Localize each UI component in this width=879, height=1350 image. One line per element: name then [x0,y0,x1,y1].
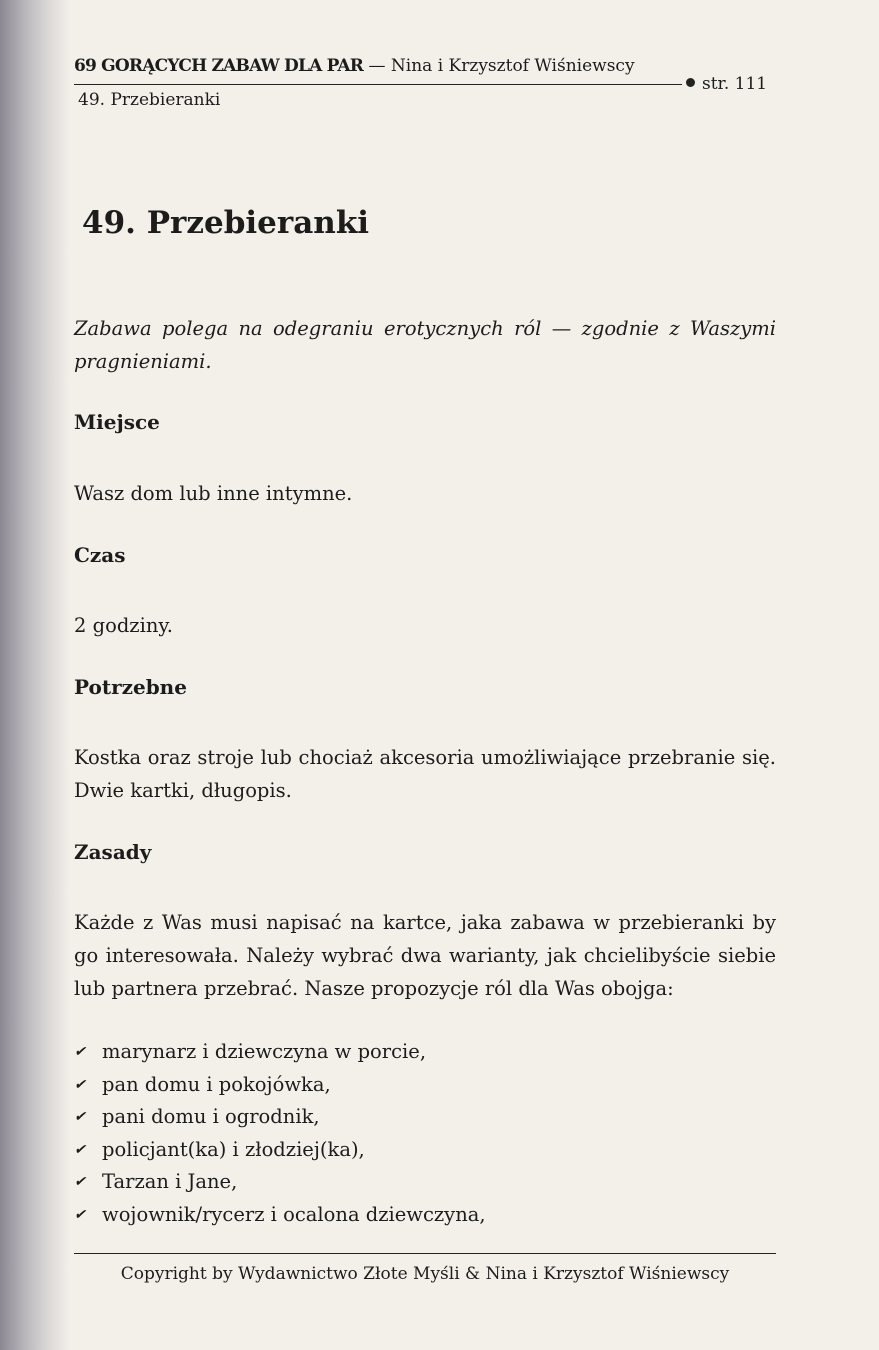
list-item-text: policjant(ka) i złodziej(ka), [102,1137,365,1161]
list-item-text: pan domu i pokojówka, [102,1072,331,1096]
checkmark-icon: ✔ [74,1206,86,1223]
list-item [74,1166,776,1199]
running-header [74,56,776,116]
checkmark-icon: ✔ [74,1109,86,1125]
bullet-icon [686,78,695,87]
list-item [74,1199,776,1232]
miejsce-text: Wasz dom lub inne intymne. [74,482,353,505]
list-item [74,1134,776,1167]
heading-miejsce: Miejsce [74,410,160,434]
zasady-text: Każde z Was musi napisać na kartce, jaka zabawa w przebieranki by go interesowała. Należy wybrać dwa warianty, jak chcielibyście siebie lub partnera przebrać. Nasze propozycje ról dla Was obojga: [74,911,776,1000]
book-title: 69 GORĄCYCH ZABAW DLA PAR [74,56,364,76]
list-item [74,1036,776,1069]
header-book-line [74,56,635,76]
footer-rule [74,1253,776,1254]
checkmark-icon: ✔ [74,1044,86,1060]
list-item [74,1069,776,1102]
list-item-text: marynarz i dziewczyna w porcie, [102,1040,427,1063]
header-rule [74,84,682,85]
header-authors: Nina i Krzysztof Wiśniewscy [390,56,635,76]
heading-zasady: Zasady [74,840,152,864]
header-chapter: 49. Przebieranki [78,90,221,110]
list-item-text: Tarzan i Jane, [102,1170,238,1193]
copyright-footer: Copyright by Wydawnictwo Złote Myśli & Nina i Krzysztof Wiśniewscy [120,1264,730,1284]
header-separator: — [368,56,386,76]
heading-potrzebne: Potrzebne [74,675,187,699]
role-list [74,1036,776,1231]
chapter-title: 49. Przebieranki [82,205,370,241]
book-spine-shadow [0,0,70,1350]
checkmark-icon: ✔ [74,1174,86,1190]
list-item-text: wojownik/rycerz i ocalona dziewczyna, [102,1202,486,1226]
list-item [74,1101,776,1134]
czas-text: 2 godziny. [74,614,174,637]
list-item-text: pani domu i ogrodnik, [102,1105,320,1128]
intro-paragraph: Zabawa polega na odegraniu erotycznych ról — zgodnie z Waszymi pragnieniami. [74,317,776,373]
potrzebne-text: Kostka oraz stroje lub chociaż akcesoria umożliwiające przebranie się. Dwie kartki, długopis. [74,746,776,802]
page-number: str. 111 [702,74,768,94]
checkmark-icon: ✔ [74,1076,86,1093]
checkmark-icon: ✔ [74,1141,86,1158]
heading-czas: Czas [74,543,126,567]
